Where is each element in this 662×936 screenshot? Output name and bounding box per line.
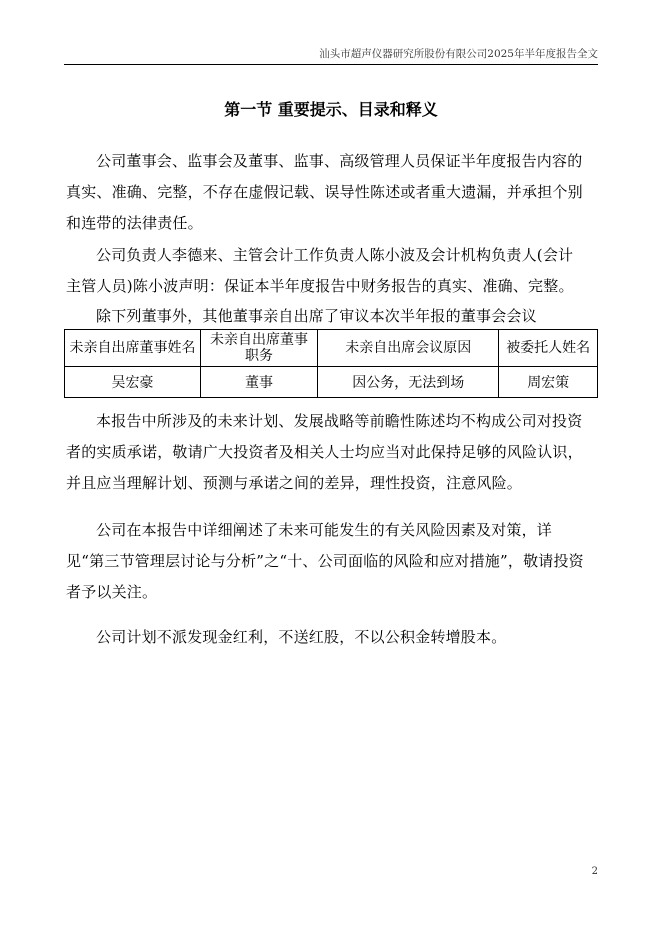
- section-title: 第一节 重要提示、目录和释义: [224, 100, 438, 119]
- table-cell: 吴宏豪: [65, 367, 201, 398]
- running-header: 汕头市超声仪器研究所股份有限公司2025年半年度报告全文: [64, 46, 598, 65]
- paragraph-dividend-plan: 公司计划不派发现金红利，不送红股，不以公积金转增股本。: [96, 628, 507, 646]
- table-cell: 因公务，无法到场: [318, 367, 499, 398]
- paragraph-board-attendance: 除下列董事外，其他董事亲自出席了审议本次半年报的董事会会议: [96, 307, 537, 325]
- table-row: [65, 367, 598, 398]
- table-cell: 周宏策: [499, 367, 598, 398]
- paragraph-responsibility: 公司董事会、监事会及董事、监事、高级管理人员保证半年度报告内容的真实、准确、完整，不存在虚假记载、误导性陈述或者重大遗漏，并承担个别和连带的法律责任。: [66, 152, 583, 232]
- table-header-row: [65, 330, 598, 367]
- column-header: 未亲自出席董事姓名: [65, 330, 201, 367]
- page-number: 2: [591, 866, 598, 877]
- column-header: 被委托人姓名: [499, 330, 598, 367]
- absent-directors-table: [64, 329, 598, 398]
- paragraph-risk-factors: 公司在本报告中详细阐述了未来可能发生的有关风险因素及对策，详见“第三节管理层讨论与分析”之“十、公司面临的风险和应对措施”，敬请投资者予以关注。: [66, 521, 584, 601]
- paragraph-financial-statement: 公司负责人李德来、主管会计工作负责人陈小波及会计机构负责人(会计主管人员)陈小波声明：保证本半年度报告中财务报告的真实、准确、完整。: [66, 246, 574, 295]
- paragraph-forward-looking: 本报告中所涉及的未来计划、发展战略等前瞻性陈述均不构成公司对投资者的实质承诺，敬请广大投资者及相关人士均应当对此保持足够的风险认识，并且应当理解计划、预测与承诺之间的差异，理性投资，注意风险。: [66, 412, 583, 492]
- column-header: 未亲自出席董事职务: [200, 330, 317, 367]
- column-header: 未亲自出席会议原因: [318, 330, 499, 367]
- table-cell: 董事: [200, 367, 317, 398]
